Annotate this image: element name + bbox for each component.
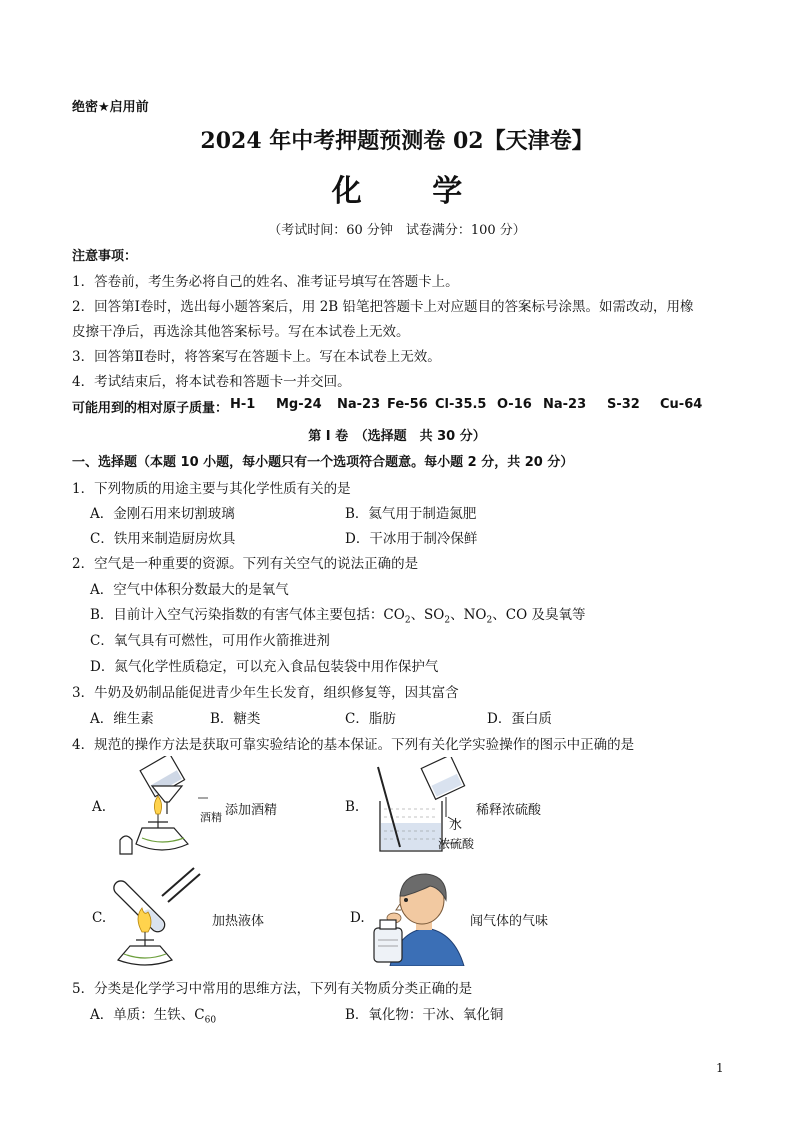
q4-option-a-letter: A. — [92, 799, 107, 815]
section-title: 第 I 卷 （选择题 共 30 分） — [308, 429, 486, 444]
secret-label: 绝密★启用前 — [72, 100, 149, 115]
q5-stem: 5．分类是化学学习中常用的思维方法，下列有关物质分类正确的是 — [72, 981, 473, 997]
atomic-mass: H-1 — [230, 397, 256, 412]
q4-option-b-letter: B. — [345, 799, 360, 815]
q1-option-d: D．干冰用于制冷保鲜 — [345, 531, 478, 547]
q2-b-text: 、NO — [450, 607, 487, 623]
q5-a-text: A．单质：生铁、C — [90, 1007, 205, 1023]
q4-option-d-letter: D. — [350, 910, 365, 926]
subject-title: 化 学 — [331, 174, 493, 209]
q4-b-acid-label: 浓硫酸 — [438, 837, 475, 851]
q2-option-a: A．空气中体积分数最大的是氧气 — [90, 582, 289, 598]
atomic-mass: Fe-56 — [387, 397, 428, 412]
notice-item: 皮擦干净后，再选涂其他答案标号。写在本试卷上无效。 — [72, 324, 410, 340]
q3-option-d: D．蛋白质 — [487, 711, 552, 727]
q3-option-a: A．维生素 — [90, 711, 154, 727]
q1-option-a: A．金刚石用来切割玻璃 — [90, 506, 235, 522]
smelling-gas-illustration — [370, 866, 470, 966]
q2-option-b — [90, 603, 585, 626]
exam-info: （考试时间：60 分钟 试卷满分：100 分） — [268, 223, 526, 238]
q1-option-b: B．氦气用于制造氮肥 — [345, 506, 477, 522]
heating-liquid-illustration — [112, 862, 212, 968]
q3-option-c: C．脂肪 — [345, 711, 396, 727]
section-heading: 一、选择题（本题 10 小题，每小题只有一个选项符合题意。每小题 2 分，共 20 分） — [72, 455, 574, 470]
atomic-mass: Mg-24 — [276, 397, 322, 412]
atomic-masses-label: 可能用到的相对原子质量： — [72, 401, 229, 416]
notice-heading: 注意事项： — [72, 249, 138, 264]
q4-b-label: 稀释浓硫酸 — [476, 803, 542, 818]
q4-d-label: 闻气体的气味 — [470, 914, 549, 929]
q4-a-small-label: 酒精 — [200, 811, 222, 824]
q1-option-c: C．铁用来制造厨房炊具 — [90, 531, 236, 547]
atomic-mass: Cu-64 — [660, 397, 703, 412]
atomic-mass: Cl-35.5 — [435, 397, 487, 412]
notice-item: 1．答卷前，考生务必将自己的姓名、准考证号填写在答题卡上。 — [72, 274, 459, 290]
subscript: 2 — [486, 615, 493, 626]
notice-item: 3．回答第Ⅱ卷时，将答案写在答题卡上。写在本试卷上无效。 — [72, 349, 441, 365]
atomic-mass: Na-23 — [337, 397, 381, 412]
q2-stem: 2．空气是一种重要的资源。下列有关空气的说法正确的是 — [72, 556, 419, 572]
q2-b-text: B．目前计入空气污染指数的有害气体主要包括：CO — [90, 607, 405, 623]
q3-stem: 3．牛奶及奶制品能促进青少年生长发育，组织修复等，因其富含 — [72, 685, 459, 701]
q4-a-label: 添加酒精 — [225, 803, 278, 818]
subscript: 60 — [204, 1015, 217, 1026]
subscript: 2 — [444, 615, 451, 626]
atomic-mass: O-16 — [497, 397, 532, 412]
notice-item: 4．考试结束后，将本试卷和答题卡一并交回。 — [72, 374, 351, 390]
q2-b-text: 、SO — [410, 607, 445, 623]
q5-option-a — [90, 1003, 216, 1026]
exam-title: 2024 年中考押题预测卷 02【天津卷】 — [200, 128, 594, 154]
q4-b-water-label: 水 — [449, 818, 463, 833]
atomic-mass: S-32 — [607, 397, 640, 412]
q5-option-b: B．氧化物：干冰、氧化铜 — [345, 1007, 504, 1023]
page-number: 1 — [716, 1061, 724, 1075]
notice-item: 2．回答第Ⅰ卷时，选出每小题答案后，用 2B 铅笔把答题卡上对应题目的答案标号涂黑。如需改动，用橡 — [72, 299, 694, 315]
subscript: 2 — [404, 615, 411, 626]
q4-c-label: 加热液体 — [212, 914, 265, 929]
q2-b-text: 、CO 及臭氧等 — [492, 607, 586, 623]
q2-option-d: D．氮气化学性质稳定，可以充入食品包装袋中用作保护气 — [90, 659, 439, 675]
q3-option-b: B．糖类 — [210, 711, 261, 727]
q1-stem: 1．下列物质的用途主要与其化学性质有关的是 — [72, 481, 351, 497]
atomic-mass: Na-23 — [543, 397, 587, 412]
q2-option-c: C．氧气具有可燃性，可用作火箭推进剂 — [90, 633, 330, 649]
q4-stem: 4．规范的操作方法是获取可靠实验结论的基本保证。下列有关化学实验操作的图示中正确的是 — [72, 737, 635, 753]
q4-option-c-letter: C. — [92, 910, 107, 926]
